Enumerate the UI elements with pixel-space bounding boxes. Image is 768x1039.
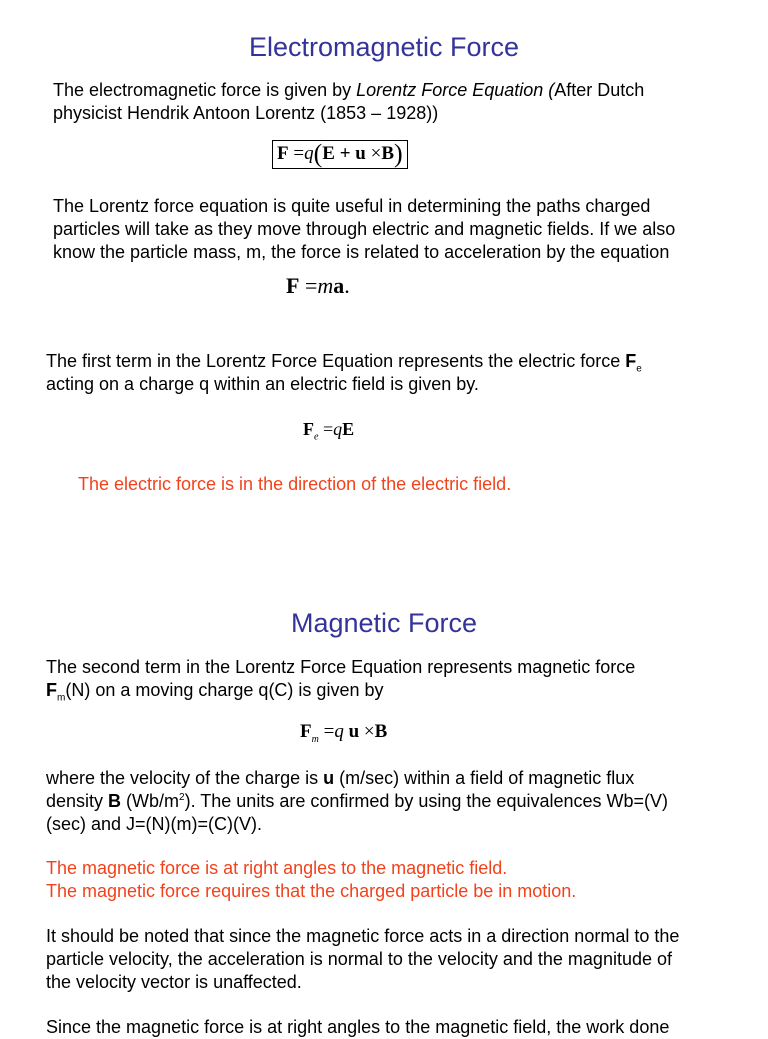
mag-para2-text-5: ). The units are confirmed by using the equivalences Wb=(V): [184, 791, 669, 811]
mag-para2-text-3: density: [46, 791, 109, 811]
para2-line-3: know the particle mass, m, the force is related to acceleration by the equation: [53, 242, 670, 262]
magnetic-force-intro-paragraph: [46, 656, 746, 702]
work-done-paragraph-cut: Since the magnetic force is at right angles to the magnetic field, the work done: [46, 1017, 670, 1037]
section-title-electromagnetic-force: Electromagnetic Force: [248, 32, 520, 62]
velocity-magnitude-paragraph: [46, 925, 746, 994]
velocity-units-paragraph: [46, 767, 746, 836]
magnetic-force-notes: [46, 857, 746, 903]
electric-force-equation: [303, 419, 355, 443]
mag-para1-force-symbol: F: [46, 680, 57, 700]
newton-equals: =: [299, 273, 318, 298]
newton-mass-symbol: m: [317, 273, 334, 298]
fe-equals: =: [318, 419, 334, 439]
mag-para3-line-1: It should be noted that since the magnetic force acts in a direction normal to the: [46, 926, 680, 946]
newton-equation: [286, 273, 350, 299]
mag-para1-line-1: The second term in the Lorentz Force Equation represents magnetic force: [46, 657, 636, 677]
lorentz-force-equation: [272, 140, 408, 169]
eq-right-paren: ): [394, 139, 403, 168]
para3-force-symbol: F: [625, 351, 637, 371]
eq-velocity-symbol: u: [355, 143, 366, 164]
eq-cross: ×: [365, 143, 382, 164]
fm-equals: =: [318, 721, 335, 742]
newton-period: .: [344, 273, 350, 298]
fe-subscript: e: [314, 431, 319, 443]
eq-plus: +: [334, 143, 356, 164]
fm-velocity-symbol: u: [348, 721, 360, 742]
fm-field-symbol: B: [374, 721, 388, 742]
eq-electric-field-symbol: E: [322, 143, 335, 164]
lorentz-usefulness-paragraph: [53, 195, 753, 264]
para2-line-2: particles will take as they move through electric and magnetic fields. If we also: [53, 219, 676, 239]
fe-force-symbol: F: [303, 419, 314, 439]
mag-para2-field-symbol: B: [108, 791, 122, 811]
mag-para2-velocity-symbol: u: [323, 768, 335, 788]
fm-charge-symbol: q: [334, 721, 344, 742]
eq-magnetic-field-symbol: B: [381, 143, 394, 164]
intro-text-1: The electromagnetic force is given by: [53, 80, 357, 100]
electric-force-paragraph: [46, 350, 746, 396]
intro-text-4: physicist Hendrik Antoon Lorentz (1853 – 1928)): [53, 103, 439, 123]
eq-charge-symbol: q: [304, 143, 314, 164]
newton-acceleration-symbol: a: [333, 273, 345, 298]
mag-para3-line-3: the velocity vector is unaffected.: [46, 972, 302, 992]
para3-line-2: acting on a charge q within an electric field is given by.: [46, 374, 479, 394]
newton-force-symbol: F: [286, 273, 300, 298]
mag-para2-text-1: where the velocity of the charge is: [46, 768, 324, 788]
magnetic-note-motion: The magnetic force requires that the charged particle be in motion.: [46, 881, 577, 901]
electric-force-note: The electric force is in the direction of the electric field.: [78, 474, 512, 494]
mag-para3-line-2: particle velocity, the acceleration is normal to the velocity and the magnitude of: [46, 949, 673, 969]
mag-para2-superscript: 2: [179, 792, 185, 803]
eq-equals: =: [288, 143, 305, 164]
para3-text-1: The first term in the Lorentz Force Equation represents the electric force: [46, 351, 626, 371]
magnetic-force-equation: [300, 721, 387, 743]
fe-charge-symbol: q: [333, 419, 343, 439]
mag-para2-text-4: (Wb/m: [121, 791, 180, 811]
fm-cross: ×: [359, 721, 375, 742]
fm-force-symbol: F: [300, 721, 312, 742]
magnetic-note-right-angles: The magnetic force is at right angles to the magnetic field.: [46, 858, 508, 878]
mag-para2-line-3: (sec) and J=(N)(m)=(C)(V).: [46, 814, 263, 834]
fm-subscript: m: [311, 733, 319, 745]
eq-left-paren: (: [313, 139, 323, 168]
para3-force-subscript: e: [636, 363, 642, 375]
eq-force-symbol: F: [277, 143, 289, 164]
para2-line-1: The Lorentz force equation is quite useful in determining the paths charged: [53, 196, 651, 216]
mag-para2-text-2: (m/sec) within a field of magnetic flux: [334, 768, 635, 788]
intro-text-3: After Dutch: [554, 80, 645, 100]
intro-paragraph: [53, 79, 743, 125]
section-title-magnetic-force: Magnetic Force: [290, 608, 478, 638]
fe-field-symbol: E: [342, 419, 355, 439]
mag-para1-text-2: (N) on a moving charge q(C) is given by: [65, 680, 384, 700]
mag-para1-force-subscript: m: [57, 692, 66, 704]
lorentz-equation-name: Lorentz Force Equation (: [356, 80, 555, 100]
